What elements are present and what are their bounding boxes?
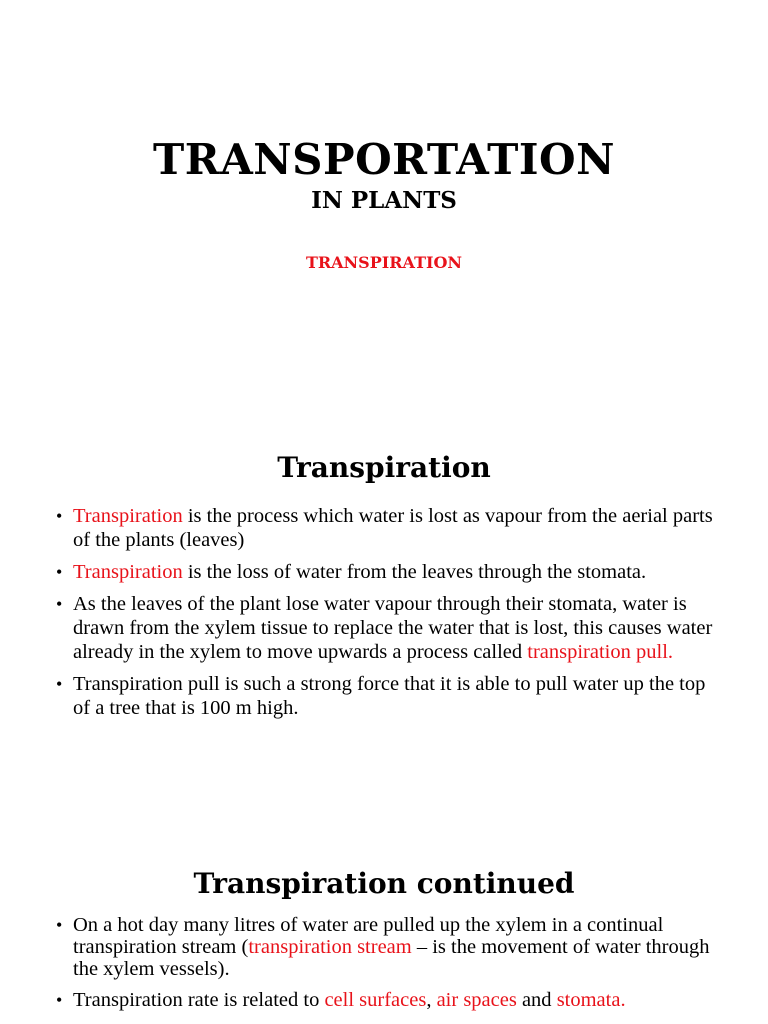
bullet-dot-icon: • xyxy=(56,594,63,614)
bullet-text: Transpiration pull is such a strong force that it is able to pull water up the top of a tree that is 100 m high. xyxy=(73,673,706,719)
bullet-item xyxy=(56,592,724,664)
main-title: TRANSPORTATION xyxy=(153,135,615,184)
bullet-text: – is the movement of water through the xylem vessels). xyxy=(73,936,710,980)
bullet-item xyxy=(56,672,724,720)
sub-title: IN PLANTS xyxy=(311,187,457,214)
bullet-dot-icon: • xyxy=(56,915,63,935)
bullet-text: , xyxy=(426,989,437,1011)
title-slide xyxy=(0,0,768,400)
highlight-term: cell surfaces xyxy=(324,989,427,1011)
bullet-text: and xyxy=(516,989,557,1011)
transpiration-continued-slide xyxy=(0,848,768,1024)
bullet-dot-icon: • xyxy=(56,506,63,526)
bullet-list xyxy=(56,504,724,728)
highlight-term: air spaces xyxy=(436,989,517,1011)
transpiration-slide xyxy=(0,424,768,824)
highlight-term: Transpiration xyxy=(73,561,183,583)
bullet-item xyxy=(56,504,724,552)
highlight-term: transpiration pull. xyxy=(527,641,674,663)
slide-heading: Transpiration xyxy=(277,451,491,484)
topic-label: TRANSPIRATION xyxy=(305,253,463,272)
bullet-text: Transpiration rate is related to xyxy=(73,989,325,1011)
highlight-term: stomata. xyxy=(556,989,626,1011)
bullet-item xyxy=(56,560,724,584)
bullet-text: is the process which water is lost as vapour from the aerial parts of the plants (leaves) xyxy=(73,505,713,551)
bullet-dot-icon: • xyxy=(56,562,63,582)
highlight-term: Transpiration xyxy=(73,505,183,527)
bullet-text: As the leaves of the plant lose water vapour through their stomata, water is drawn from the xylem tissue to replace the water that is lost, this causes water already in the xylem to move upwards a process called xyxy=(73,593,713,663)
bullet-text: On a hot day many litres of water are pulled up the xylem in a continual transpiration stream ( xyxy=(73,914,664,958)
bullet-item xyxy=(56,914,724,980)
bullet-text: is the loss of water from the leaves through the stomata. xyxy=(182,561,647,583)
bullet-dot-icon: • xyxy=(56,674,63,694)
bullet-item xyxy=(56,988,724,1012)
slide-heading: Transpiration continued xyxy=(193,867,575,900)
highlight-term: transpiration stream xyxy=(248,936,412,958)
bullet-dot-icon: • xyxy=(56,990,63,1010)
bullet-list xyxy=(56,914,724,1020)
